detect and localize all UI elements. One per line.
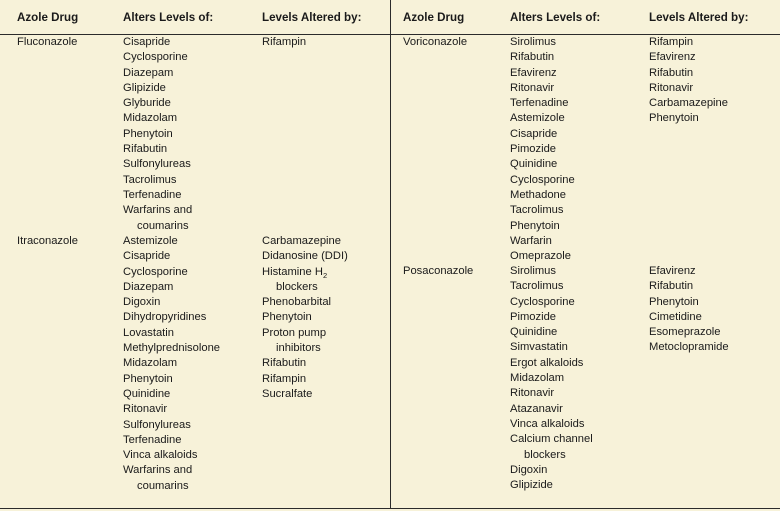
list-item: Rifabutin [123, 143, 168, 156]
list-item: Ritonavir [123, 403, 168, 416]
list-item: blockers [524, 448, 566, 461]
list-item: Sirolimus [510, 36, 557, 48]
list-item: Esomeprazole [649, 326, 721, 339]
list-item: Cyclosporine [123, 265, 188, 278]
list-item: Midazolam [510, 372, 565, 385]
subscript-two: 2 [322, 270, 328, 280]
header-altered-by-left: Levels Altered by: [262, 11, 362, 24]
list-item: blockers [276, 280, 318, 293]
list-item: Astemizole [510, 112, 565, 125]
list-item: Terfenadine [123, 433, 182, 446]
fluconazole-altered-by-list [262, 35, 306, 50]
list-item: inhibitors [276, 342, 321, 355]
drug-name-posaconazole: Posaconazole [403, 265, 474, 277]
bottom-rule [0, 508, 780, 509]
list-item: Lovastatin [123, 326, 174, 339]
list-item: coumarins [137, 479, 189, 492]
list-item: Rifabutin [510, 51, 555, 64]
list-item: Tacrolimus [123, 173, 177, 186]
list-item: coumarins [137, 219, 189, 232]
list-item: Didanosine (DDI) [262, 250, 348, 263]
list-item: Efavirenz [649, 265, 696, 277]
list-item: Carbamazepine [262, 235, 341, 247]
list-item: Cyclosporine [510, 295, 575, 308]
list-item: Glipizide [510, 479, 553, 492]
list-item: Ritonavir [649, 81, 694, 94]
list-item: Rifampin [262, 36, 307, 48]
list-item: Proton pump [262, 326, 327, 339]
list-item: Midazolam [123, 112, 178, 125]
list-item: Metoclopramide [649, 341, 729, 354]
list-item: Rifampin [649, 36, 694, 48]
list-item: Phenytoin [649, 112, 699, 125]
column-divider [390, 0, 391, 509]
list-item: Rifabutin [649, 280, 694, 293]
list-item: Glipizide [123, 81, 166, 94]
list-item: Simvastatin [510, 341, 568, 354]
list-item: Terfenadine [123, 188, 182, 201]
header-alters-right: Alters Levels of: [510, 11, 601, 24]
list-item: Cyclosporine [123, 51, 188, 64]
header-alters-left: Alters Levels of: [123, 11, 214, 24]
list-item: Rifampin [262, 372, 307, 385]
list-item: Digoxin [123, 296, 161, 309]
list-item: Rifabutin [262, 357, 307, 370]
list-item: Rifabutin [649, 66, 694, 79]
list-item: Sirolimus [510, 265, 557, 277]
fluconazole-alters-list [123, 35, 192, 234]
list-item: Phenytoin [262, 311, 312, 324]
voriconazole-altered-by-list [649, 35, 728, 127]
list-item: Efavirenz [510, 66, 557, 79]
list-item: Sucralfate [262, 387, 313, 400]
list-item: Phenytoin [123, 372, 173, 385]
list-item: Atazanavir [510, 402, 563, 415]
list-item: Cisapride [510, 127, 558, 140]
list-item: Phenytoin [123, 127, 173, 140]
list-item: Tacrolimus [510, 204, 564, 217]
posaconazole-altered-by-list [649, 264, 729, 356]
list-item: Diazepam [123, 280, 174, 293]
list-item: Sulfonylureas [123, 418, 191, 431]
list-item: Phenobarbital [262, 296, 332, 309]
list-item: Phenytoin [649, 295, 699, 308]
list-item: Diazepam [123, 66, 174, 79]
list-item: Pimozide [510, 310, 557, 323]
list-item: Histamine $H_2$ [262, 265, 328, 280]
posaconazole-alters-list [510, 264, 593, 493]
list-item: Methylprednisolone [123, 342, 221, 355]
itraconazole-alters-list [123, 234, 220, 494]
list-item: Astemizole [123, 235, 178, 247]
list-item: Ergot alkaloids [510, 356, 584, 369]
list-item: Digoxin [510, 463, 548, 476]
list-item: Cimetidine [649, 310, 702, 323]
list-item: Calcium channel [510, 433, 593, 446]
list-item: Midazolam [123, 357, 178, 370]
list-item: Vinca alkaloids [123, 449, 198, 462]
header-azole-drug-right: Azole Drug [403, 11, 465, 24]
list-item: Warfarins and [123, 464, 193, 477]
list-item: Ritonavir [510, 81, 555, 94]
drug-name-voriconazole: Voriconazole [403, 36, 468, 48]
header-azole-drug-left: Azole Drug [17, 11, 79, 24]
list-item: Tacrolimus [510, 280, 564, 293]
list-item: Carbamazepine [649, 97, 728, 110]
list-item: Pimozide [510, 143, 557, 156]
header-altered-by-right: Levels Altered by: [649, 11, 749, 24]
list-item: Sulfonylureas [123, 158, 191, 171]
list-item: Efavirenz [649, 51, 696, 64]
list-item: Methadone [510, 188, 566, 201]
list-item: Omeprazole [510, 250, 571, 263]
list-item: Cisapride [123, 36, 171, 48]
list-item: Quinidine [123, 387, 171, 400]
list-item: Phenytoin [510, 219, 560, 232]
list-item: Warfarins and [123, 204, 193, 217]
list-item: Quinidine [510, 326, 558, 339]
list-item: Terfenadine [510, 97, 569, 110]
list-item: Quinidine [510, 158, 558, 171]
drug-name-itraconazole: Itraconazole [17, 235, 78, 247]
list-item: Vinca alkaloids [510, 417, 585, 430]
voriconazole-alters-list [510, 35, 575, 264]
itraconazole-altered-by-list [262, 234, 348, 402]
list-item: Warfarin [510, 234, 552, 247]
list-item: Ritonavir [510, 387, 555, 400]
list-item: Cisapride [123, 250, 171, 263]
drug-name-fluconazole: Fluconazole [17, 36, 78, 48]
list-item: Cyclosporine [510, 173, 575, 186]
list-item: Glyburide [123, 97, 171, 110]
list-item: Dihydropyridines [123, 311, 207, 324]
